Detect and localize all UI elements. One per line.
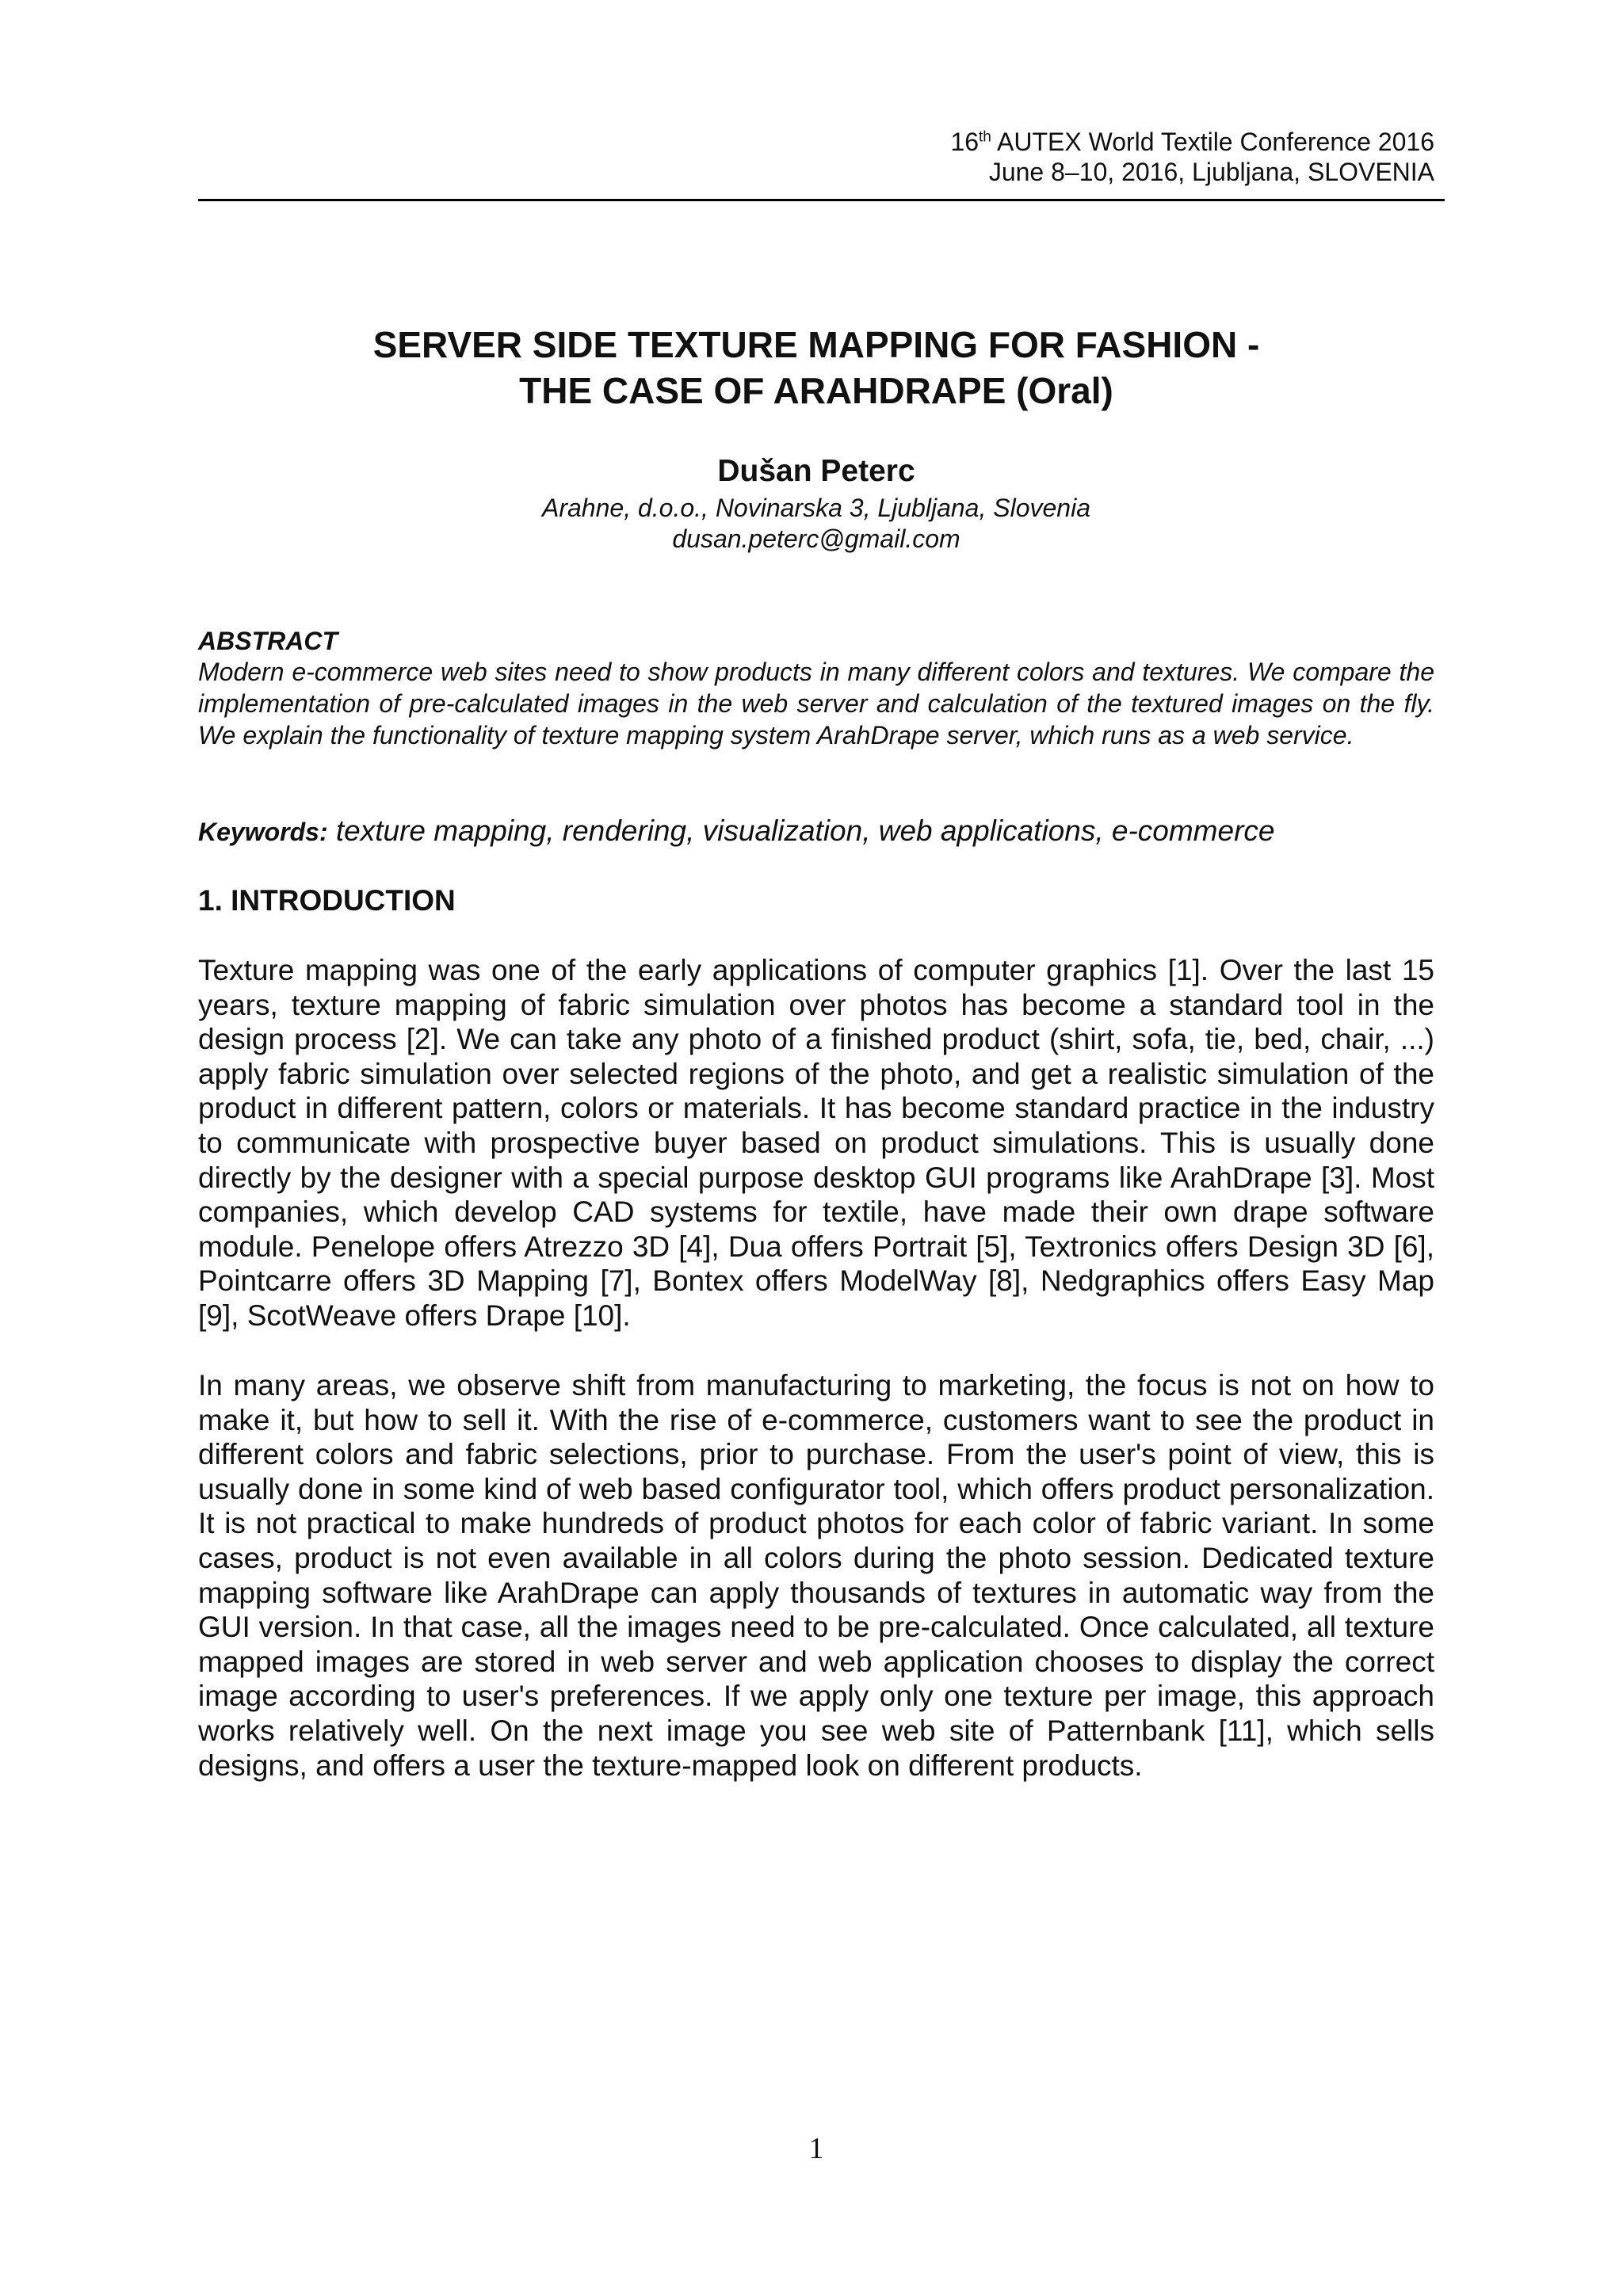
abstract-text: Modern e-commerce web sites need to show products in many different colors and textures. We compare the implementation of pre-calculated images in the web server and calculation of the textured images on the fly. We explain the functionality of texture mapping system ArahDrape server, which runs as a web service. — [198, 658, 1434, 749]
page-number: 1 — [808, 2132, 824, 2165]
abstract-heading: ABSTRACT — [198, 627, 338, 655]
section-heading-introduction: 1. INTRODUCTION — [198, 884, 456, 917]
conference-dates: June 8–10, 2016, Ljubljana, SLOVENIA — [988, 158, 1434, 186]
title-line-2: THE CASE OF ARAHDRAPE (Oral) — [519, 370, 1113, 411]
paper-title — [198, 322, 1434, 414]
keywords-text: texture mapping, rendering, visualization, web applications, e-commerce — [327, 814, 1275, 847]
conference-suffix: th — [979, 128, 991, 146]
introduction-paragraph-2: In many areas, we observe shift from manufacturing to marketing, the focus is not on how to make it, but how to sell it. With the rise of e-commerce, customers want to see the product in different colors and fabric selections, prior to purchase. From the user's point of view, this is usually done in some kind of web based configurator tool, which offers product personalization. It is not practical to make hundreds of product photos for each color of fabric variant. In some cases, product is not even available in all colors during the photo session. Dedicated texture mapping software like ArahDrape can apply thousands of textures in automatic way from the GUI version. In that case, all the images need to be pre-calculated. Once calculated, all texture mapped images are stored in web server and web application chooses to display the correct image according to user's preferences. If we apply only one texture per image, this approach works relatively well. On the next image you see web site of Patternbank [11], which sells designs, and offers a user the texture-mapped look on different products. — [198, 1369, 1434, 1782]
author-email: dusan.peterc@gmail.com — [672, 524, 960, 553]
title-line-1: SERVER SIDE TEXTURE MAPPING FOR FASHION - — [372, 324, 1260, 365]
keywords-label: Keywords: — [198, 818, 328, 846]
keywords-line — [198, 814, 1434, 848]
running-header — [198, 127, 1434, 187]
conference-number: 16 — [950, 128, 980, 156]
conference-line — [198, 127, 1434, 157]
introduction-paragraph-1: Texture mapping was one of the early applications of computer graphics [1]. Over the last 15 years, texture mapping of fabric simulation over photos has become a standard tool in the design process [2]. We can take any photo of a finished product (shirt, sofa, tie, bed, chair, ...) apply fabric simulation over selected regions of the photo, and get a realistic simulation of the product in different pattern, colors or materials. It has become standard practice in the industry to communicate with prospective buyer based on product simulations. This is usually done directly by the designer with a special purpose desktop GUI programs like ArahDrape [3]. Most companies, which develop CAD systems for textile, have made their own drape software module. Penelope offers Atrezzo 3D [4], Dua offers Portrait [5], Textronics offers Design 3D [6], Pointcarre offers 3D Mapping [7], Bontex offers ModelWay [8], Nedgraphics offers Easy Map [9], ScotWeave offers Drape [10]. — [198, 954, 1434, 1332]
author-affiliation: Arahne, d.o.o., Novinarska 3, Ljubljana, Slovenia — [542, 494, 1090, 522]
header-divider — [198, 199, 1445, 201]
conference-name: AUTEX World Textile Conference 2016 — [991, 128, 1434, 156]
author-name: Dušan Peterc — [717, 454, 915, 488]
